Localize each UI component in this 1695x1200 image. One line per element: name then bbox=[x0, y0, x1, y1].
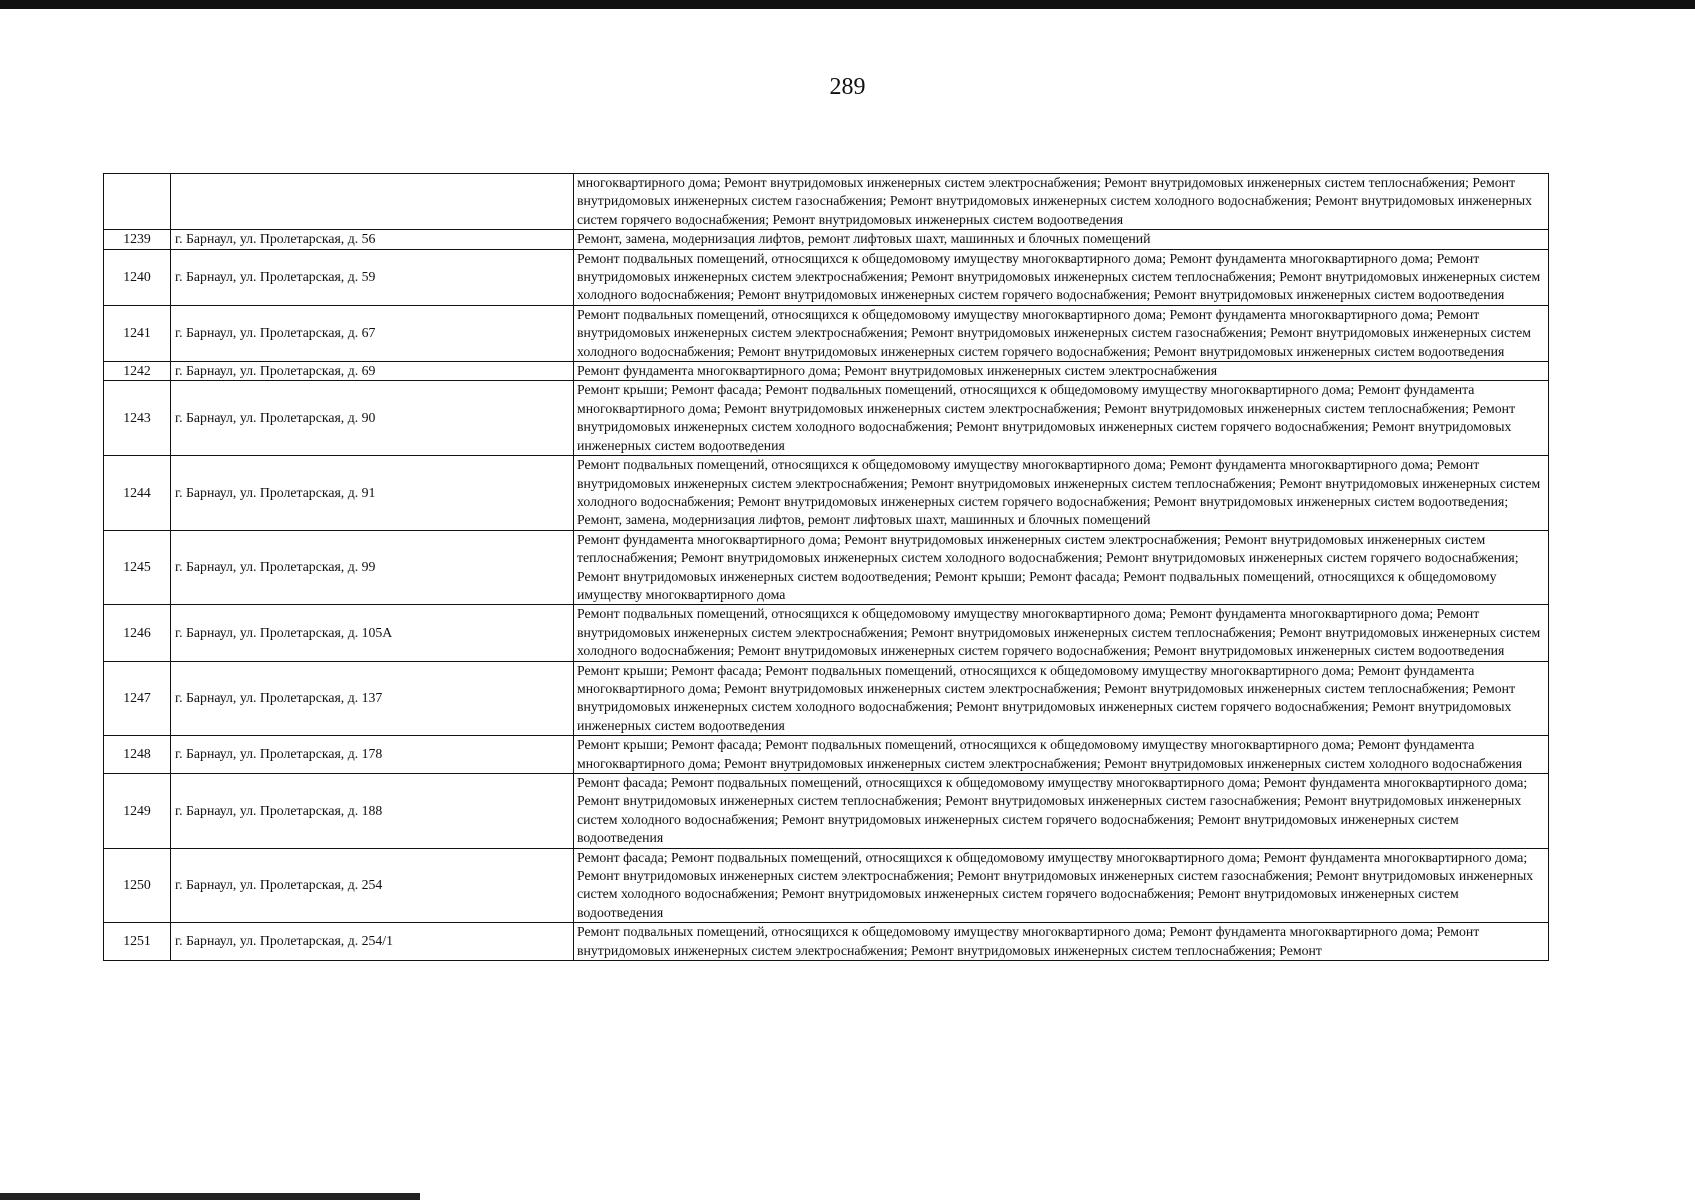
row-works: Ремонт фасада; Ремонт подвальных помещений, относящихся к общедомовому имуществу многоквартирного дома; Ремонт фундамента многоквартирного дома; Ремонт внутридомовых инженерных систем теплоснабжения; Ремонт внутридомовых инженерных систем газоснабжения; Ремонт внутридомовых инженерных систем холодного водоснабжения; Ремонт внутридомовых инженерных систем горячего водоснабжения; Ремонт внутридомовых инженерных систем водоотведения bbox=[574, 774, 1549, 849]
row-address: г. Барнаул, ул. Пролетарская, д. 90 bbox=[171, 381, 574, 456]
row-works: Ремонт крыши; Ремонт фасада; Ремонт подвальных помещений, относящихся к общедомовому имуществу многоквартирного дома; Ремонт фундамента многоквартирного дома; Ремонт внутридомовых инженерных систем электроснабжения; Ремонт внутридомовых инженерных систем теплоснабжения; Ремонт внутридомовых инженерных систем холодного водоснабжения; Ремонт внутридомовых инженерных систем горячего водоснабжения; Ремонт внутридомовых инженерных систем водоотведения bbox=[574, 381, 1549, 456]
row-number bbox=[104, 174, 171, 230]
table-row bbox=[104, 923, 1549, 961]
table-row bbox=[104, 605, 1549, 661]
row-works: Ремонт подвальных помещений, относящихся к общедомовому имуществу многоквартирного дома; Ремонт фундамента многоквартирного дома; Ремонт внутридомовых инженерных систем электроснабжения; Ремонт внутридомовых инженерных систем теплоснабжения; Ремонт bbox=[574, 923, 1549, 961]
row-address: г. Барнаул, ул. Пролетарская, д. 105А bbox=[171, 605, 574, 661]
row-address: г. Барнаул, ул. Пролетарская, д. 56 bbox=[171, 230, 574, 249]
row-number: 1245 bbox=[104, 530, 171, 605]
row-works: Ремонт крыши; Ремонт фасада; Ремонт подвальных помещений, относящихся к общедомовому имуществу многоквартирного дома; Ремонт фундамента многоквартирного дома; Ремонт внутридомовых инженерных систем электроснабжения; Ремонт внутридомовых инженерных систем холодного водоснабжения bbox=[574, 736, 1549, 774]
row-address: г. Барнаул, ул. Пролетарская, д. 69 bbox=[171, 362, 574, 381]
row-works: Ремонт подвальных помещений, относящихся к общедомовому имуществу многоквартирного дома; Ремонт фундамента многоквартирного дома; Ремонт внутридомовых инженерных систем электроснабжения; Ремонт внутридомовых инженерных систем теплоснабжения; Ремонт внутридомовых инженерных систем холодного водоснабжения; Ремонт внутридомовых инженерных систем горячего водоснабжения; Ремонт внутридомовых инженерных систем водоотведения bbox=[574, 605, 1549, 661]
page-number: 289 bbox=[829, 74, 866, 100]
table-row bbox=[104, 381, 1549, 456]
row-works: Ремонт фундамента многоквартирного дома; Ремонт внутридомовых инженерных систем электроснабжения; Ремонт внутридомовых инженерных систем теплоснабжения; Ремонт внутридомовых инженерных систем холодного водоснабжения; Ремонт внутридомовых инженерных систем горячего водоснабжения; Ремонт внутридомовых инженерных систем водоотведения; Ремонт крыши; Ремонт фасада; Ремонт подвальных помещений, относящихся к общедомовому имуществу многоквартирного дома bbox=[574, 530, 1549, 605]
row-works: многоквартирного дома; Ремонт внутридомовых инженерных систем электроснабжения; Ремонт внутридомовых инженерных систем теплоснабжения; Ремонт внутридомовых инженерных систем газоснабжения; Ремонт внутридомовых инженерных систем холодного водоснабжения; Ремонт внутридомовых инженерных систем горячего водоснабжения; Ремонт внутридомовых инженерных систем водоотведения bbox=[574, 174, 1549, 230]
table-row bbox=[104, 362, 1549, 381]
row-address: г. Барнаул, ул. Пролетарская, д. 254/1 bbox=[171, 923, 574, 961]
table-row bbox=[104, 174, 1549, 230]
table-row bbox=[104, 530, 1549, 605]
row-address: г. Барнаул, ул. Пролетарская, д. 188 bbox=[171, 774, 574, 849]
table-row bbox=[104, 305, 1549, 361]
row-works: Ремонт фасада; Ремонт подвальных помещений, относящихся к общедомовому имуществу многоквартирного дома; Ремонт фундамента многоквартирного дома; Ремонт внутридомовых инженерных систем электроснабжения; Ремонт внутридомовых инженерных систем газоснабжения; Ремонт внутридомовых инженерных систем холодного водоснабжения; Ремонт внутридомовых инженерных систем горячего водоснабжения; Ремонт внутридомовых инженерных систем водоотведения bbox=[574, 848, 1549, 923]
scan-bottom-edge bbox=[0, 1193, 420, 1200]
row-number: 1239 bbox=[104, 230, 171, 249]
table-row bbox=[104, 230, 1549, 249]
scan-top-edge bbox=[0, 0, 1695, 9]
row-works: Ремонт фундамента многоквартирного дома; Ремонт внутридомовых инженерных систем электроснабжения bbox=[574, 362, 1549, 381]
table-row bbox=[104, 848, 1549, 923]
row-number: 1248 bbox=[104, 736, 171, 774]
row-address: г. Барнаул, ул. Пролетарская, д. 91 bbox=[171, 456, 574, 531]
table-body bbox=[104, 174, 1549, 961]
table-row bbox=[104, 661, 1549, 736]
row-number: 1244 bbox=[104, 456, 171, 531]
row-address: г. Барнаул, ул. Пролетарская, д. 99 bbox=[171, 530, 574, 605]
row-address: г. Барнаул, ул. Пролетарская, д. 178 bbox=[171, 736, 574, 774]
row-address: г. Барнаул, ул. Пролетарская, д. 59 bbox=[171, 249, 574, 305]
row-number: 1250 bbox=[104, 848, 171, 923]
row-number: 1241 bbox=[104, 305, 171, 361]
row-number: 1247 bbox=[104, 661, 171, 736]
row-address: г. Барнаул, ул. Пролетарская, д. 67 bbox=[171, 305, 574, 361]
row-number: 1249 bbox=[104, 774, 171, 849]
row-address bbox=[171, 174, 574, 230]
table-row bbox=[104, 456, 1549, 531]
row-works: Ремонт подвальных помещений, относящихся к общедомовому имуществу многоквартирного дома; Ремонт фундамента многоквартирного дома; Ремонт внутридомовых инженерных систем электроснабжения; Ремонт внутридомовых инженерных систем теплоснабжения; Ремонт внутридомовых инженерных систем холодного водоснабжения; Ремонт внутридомовых инженерных систем горячего водоснабжения; Ремонт внутридомовых инженерных систем водоотведения bbox=[574, 249, 1549, 305]
row-works: Ремонт подвальных помещений, относящихся к общедомовому имуществу многоквартирного дома; Ремонт фундамента многоквартирного дома; Ремонт внутридомовых инженерных систем электроснабжения; Ремонт внутридомовых инженерных систем газоснабжения; Ремонт внутридомовых инженерных систем холодного водоснабжения; Ремонт внутридомовых инженерных систем горячего водоснабжения; Ремонт внутридомовых инженерных систем водоотведения bbox=[574, 305, 1549, 361]
row-works: Ремонт, замена, модернизация лифтов, ремонт лифтовых шахт, машинных и блочных помещений bbox=[574, 230, 1549, 249]
table-row bbox=[104, 249, 1549, 305]
table-row bbox=[104, 736, 1549, 774]
row-address: г. Барнаул, ул. Пролетарская, д. 137 bbox=[171, 661, 574, 736]
row-works: Ремонт крыши; Ремонт фасада; Ремонт подвальных помещений, относящихся к общедомовому имуществу многоквартирного дома; Ремонт фундамента многоквартирного дома; Ремонт внутридомовых инженерных систем электроснабжения; Ремонт внутридомовых инженерных систем теплоснабжения; Ремонт внутридомовых инженерных систем холодного водоснабжения; Ремонт внутридомовых инженерных систем горячего водоснабжения; Ремонт внутридомовых инженерных систем водоотведения bbox=[574, 661, 1549, 736]
row-number: 1242 bbox=[104, 362, 171, 381]
row-number: 1243 bbox=[104, 381, 171, 456]
row-number: 1246 bbox=[104, 605, 171, 661]
repair-works-table bbox=[103, 173, 1549, 961]
table-row bbox=[104, 774, 1549, 849]
row-works: Ремонт подвальных помещений, относящихся к общедомовому имуществу многоквартирного дома; Ремонт фундамента многоквартирного дома; Ремонт внутридомовых инженерных систем электроснабжения; Ремонт внутридомовых инженерных систем теплоснабжения; Ремонт внутридомовых инженерных систем холодного водоснабжения; Ремонт внутридомовых инженерных систем горячего водоснабжения; Ремонт внутридомовых инженерных систем водоотведения; Ремонт, замена, модернизация лифтов, ремонт лифтовых шахт, машинных и блочных помещений bbox=[574, 456, 1549, 531]
row-number: 1240 bbox=[104, 249, 171, 305]
row-number: 1251 bbox=[104, 923, 171, 961]
row-address: г. Барнаул, ул. Пролетарская, д. 254 bbox=[171, 848, 574, 923]
